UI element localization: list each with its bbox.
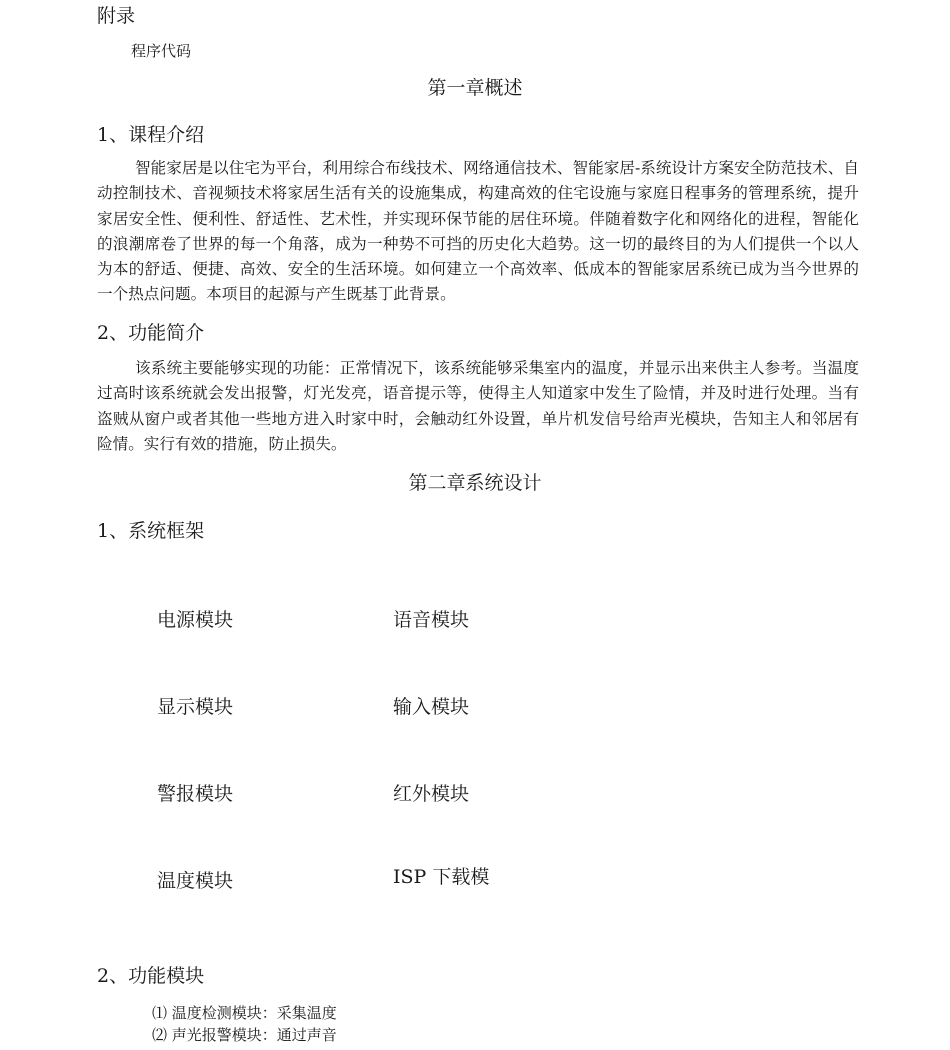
module-isp-download: ISP 下载模 [393, 866, 490, 888]
module-temperature: 温度模块 [157, 870, 234, 892]
chapter-2-title: 第二章系统设计 [408, 472, 542, 494]
function-intro-paragraph: 该系统主要能够实现的功能：正常情况下，该系统能够采集室内的温度，并显示出来供主人参考。当温度过高时该系统就会发出报警，灯光发亮，语音提示等，使得主人知道家中发生了险情，并及时进行处理。当有盗贼从窗户或者其他一些地方进入时家中时，会触动红外设置，单片机发信号给声光模块，告知主人和邻居有险情。实行有效的措施，防止损失。 [97, 359, 859, 453]
section-function-modules-heading: 2、功能模块 [97, 965, 205, 987]
section-function-intro-heading: 2、功能简介 [97, 322, 205, 344]
course-intro-paragraph: 智能家居是以住宅为平台，利用综合布线技术、网络通信技术、智能家居-系统设计方案安全防范技术、自动控制技术、音视频技术将家居生活有关的设施集成，构建高效的住宅设施与家庭日程事务的管理系统，提升家居安全性、便利性、舒适性、艺术性，并实现环保节能的居住环境。伴随着数字化和网络化的进程，智能化的浪潮席卷了世界的每一个角落，成为一种势不可挡的历史化大趋势。这一切的最终目的为人们提供一个以人为本的舒适、便捷、高效、安全的生活环境。如何建立一个高效率、低成本的智能家居系统已成为当今世界的一个热点问题。本项目的起源与产生既基丁此背景。 [97, 159, 859, 304]
chapter-1-title: 第一章概述 [427, 77, 523, 99]
section-course-intro-heading: 1、课程介绍 [97, 124, 205, 146]
appendix-subtitle: 程序代码 [131, 42, 192, 60]
module-infrared: 红外模块 [393, 783, 470, 805]
module-voice: 语音模块 [393, 609, 470, 631]
list-item-temperature-detection: ⑴ 温度检测模块：采集温度 [152, 1004, 337, 1022]
module-power: 电源模块 [157, 609, 234, 631]
module-input: 输入模块 [393, 696, 470, 718]
module-alarm: 警报模块 [157, 783, 234, 805]
list-item-sound-light-alarm: ⑵ 声光报警模块：通过声音 [152, 1026, 337, 1044]
module-display: 显示模块 [157, 696, 234, 718]
appendix-title: 附录 [97, 5, 136, 27]
section-system-framework-heading: 1、系统框架 [97, 520, 205, 542]
